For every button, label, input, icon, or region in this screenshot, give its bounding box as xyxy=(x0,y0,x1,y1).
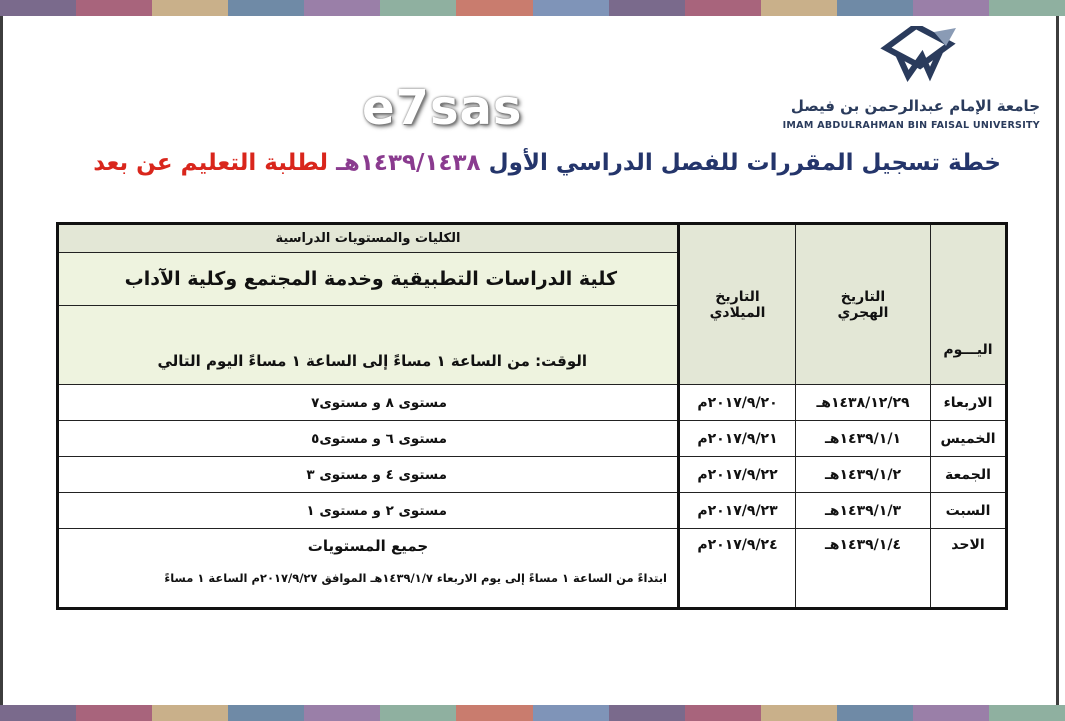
registration-schedule-table xyxy=(56,222,1008,610)
stripe-segment xyxy=(0,0,76,16)
stripe-segment xyxy=(913,705,989,721)
header-day: اليـــوم xyxy=(931,224,1007,385)
stripe-segment xyxy=(533,705,609,721)
stripe-segment xyxy=(152,0,228,16)
stripe-segment xyxy=(76,705,152,721)
stripe-segment xyxy=(380,0,456,16)
day-cell: الجمعة xyxy=(931,457,1007,493)
stripe-segment xyxy=(913,0,989,16)
stripe-segment xyxy=(304,0,380,16)
university-name-arabic: جامعة الإمام عبدالرحمن بن فيصل xyxy=(790,97,1040,115)
levels-cell: مستوى ٢ و مستوى ١ xyxy=(58,493,679,529)
stripe-segment xyxy=(0,705,76,721)
stripe-segment xyxy=(989,0,1065,16)
levels-cell: مستوى ٦ و مستوى٥ xyxy=(58,421,679,457)
stripe-segment xyxy=(533,0,609,16)
gregorian-date-cell: ٢٠١٧/٩/٢١م xyxy=(679,421,796,457)
stripe-segment xyxy=(456,705,532,721)
hijri-date-cell: ١٤٣٨/١٢/٢٩هـ xyxy=(796,385,931,421)
gregorian-date-cell: ٢٠١٧/٩/٢٣م xyxy=(679,493,796,529)
header-faculties-label: الكليات والمستويات الدراسية xyxy=(58,224,679,253)
university-name-english: IMAM ABDULRAHMAN BIN FAISAL UNIVERSITY xyxy=(782,120,1040,131)
title-year: ١٤٣٩/١٤٣٨هـ xyxy=(336,150,481,176)
title-audience: لطلبة التعليم عن بعد xyxy=(93,150,329,176)
watermark: e7sas xyxy=(362,80,523,136)
table-row xyxy=(58,493,1007,529)
table-row xyxy=(58,457,1007,493)
stripe-segment xyxy=(761,705,837,721)
stripe-segment xyxy=(76,0,152,16)
header-gregorian-date: التاريخ الميلادي xyxy=(679,224,796,385)
stripe-segment xyxy=(456,0,532,16)
stripe-segment xyxy=(837,705,913,721)
hijri-date-cell: ١٤٣٩/١/٢هـ xyxy=(796,457,931,493)
header-time-window: الوقت: من الساعة ١ مساءً إلى الساعة ١ مساءً اليوم التالي xyxy=(58,306,679,385)
university-emblem-icon xyxy=(878,26,958,88)
hijri-date-cell: ١٤٣٩/١/١هـ xyxy=(796,421,931,457)
table-row xyxy=(58,529,1007,609)
all-levels-label: جميع المستويات xyxy=(307,537,429,555)
stripe-segment xyxy=(609,0,685,16)
stripe-segment xyxy=(228,0,304,16)
gregorian-date-cell: ٢٠١٧/٩/٢٤م xyxy=(679,529,796,609)
title-main: خطة تسجيل المقررات للفصل الدراسي الأول xyxy=(488,150,1001,176)
stripe-segment xyxy=(761,0,837,16)
stripe-segment xyxy=(609,705,685,721)
all-levels-cell xyxy=(58,529,679,609)
university-logo xyxy=(782,26,1040,136)
header-hijri-date: التاريخ الهجري xyxy=(796,224,931,385)
table-row xyxy=(58,421,1007,457)
stripe-segment xyxy=(228,705,304,721)
bottom-color-stripe xyxy=(0,705,1065,721)
day-cell: الاربعاء xyxy=(931,385,1007,421)
stripe-segment xyxy=(685,0,761,16)
stripe-segment xyxy=(304,705,380,721)
gregorian-date-cell: ٢٠١٧/٩/٢٢م xyxy=(679,457,796,493)
day-cell: الخميس xyxy=(931,421,1007,457)
header-row xyxy=(58,224,1007,253)
day-cell: السبت xyxy=(931,493,1007,529)
levels-cell: مستوى ٨ و مستوى٧ xyxy=(58,385,679,421)
frame-right-border xyxy=(1056,16,1059,705)
day-cell: الاحد xyxy=(931,529,1007,609)
stripe-segment xyxy=(152,705,228,721)
frame-left-border xyxy=(0,16,3,705)
all-levels-note: ابتداءً من الساعة ١ مساءً إلى يوم الاربعاء ١٤٣٩/١/٧هـ الموافق ٢٠١٧/٩/٢٧م الساعة ١ مساءً xyxy=(164,571,667,585)
gregorian-date-cell: ٢٠١٧/٩/٢٠م xyxy=(679,385,796,421)
hijri-date-cell: ١٤٣٩/١/٤هـ xyxy=(796,529,931,609)
levels-cell: مستوى ٤ و مستوى ٣ xyxy=(58,457,679,493)
stripe-segment xyxy=(685,705,761,721)
header-faculty-names: كلية الدراسات التطبيقية وخدمة المجتمع وكلية الآداب xyxy=(58,253,679,306)
page-title xyxy=(93,150,1001,176)
stripe-segment xyxy=(989,705,1065,721)
hijri-date-cell: ١٤٣٩/١/٣هـ xyxy=(796,493,931,529)
stripe-segment xyxy=(380,705,456,721)
stripe-segment xyxy=(837,0,913,16)
top-color-stripe xyxy=(0,0,1065,16)
table-row xyxy=(58,385,1007,421)
